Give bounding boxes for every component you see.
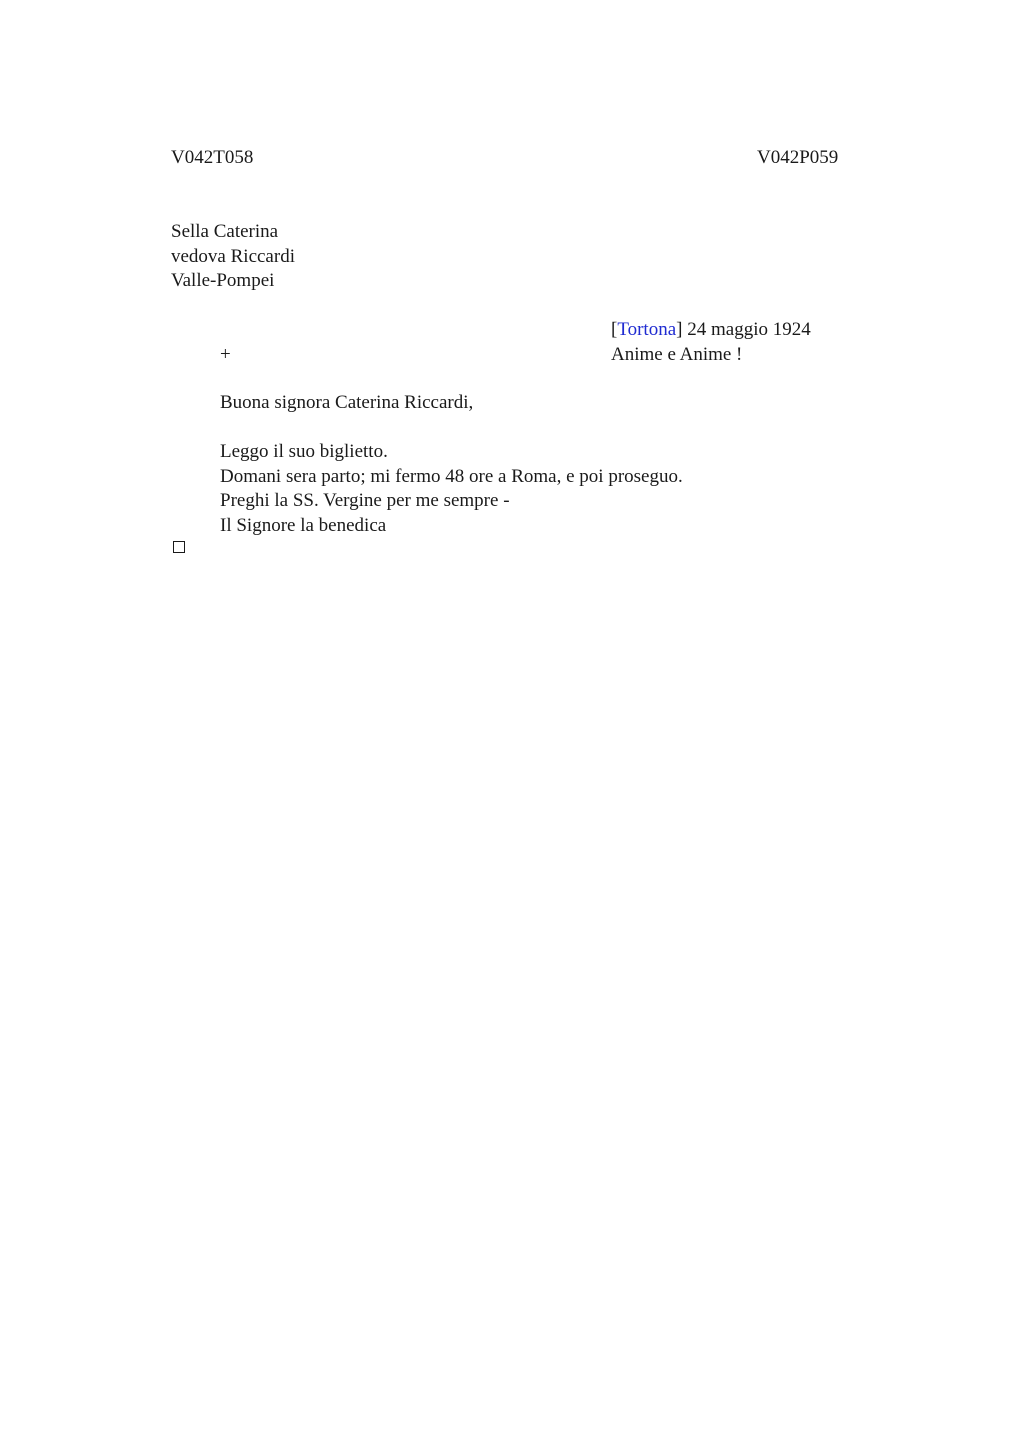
salutation: Buona signora Caterina Riccardi, [220, 392, 474, 413]
dateline [611, 318, 811, 342]
letter-line: Domani sera parto; mi fermo 48 ore a Roma, e poi proseguo. [220, 466, 683, 487]
letter-line: Leggo il suo biglietto. [220, 441, 388, 462]
square-outline-icon [173, 541, 185, 553]
cross-symbol: + [220, 344, 231, 365]
document-reference-left: V042T058 [171, 147, 254, 168]
recipient-place: Valle-Pompei [171, 270, 275, 291]
bracket-open: [ [611, 319, 618, 340]
document-reference-right: V042P059 [757, 147, 839, 168]
recipient-name: Sella Caterina [171, 221, 279, 242]
letter-line: Preghi la SS. Vergine per me sempre - [220, 490, 510, 511]
place-link-tortona[interactable]: Tortona [617, 319, 677, 340]
date-text: ] 24 maggio 1924 [676, 319, 811, 340]
letter-line: Il Signore la benedica [220, 515, 387, 536]
recipient-status: vedova Riccardi [171, 246, 295, 267]
motto: Anime e Anime ! [611, 344, 743, 365]
